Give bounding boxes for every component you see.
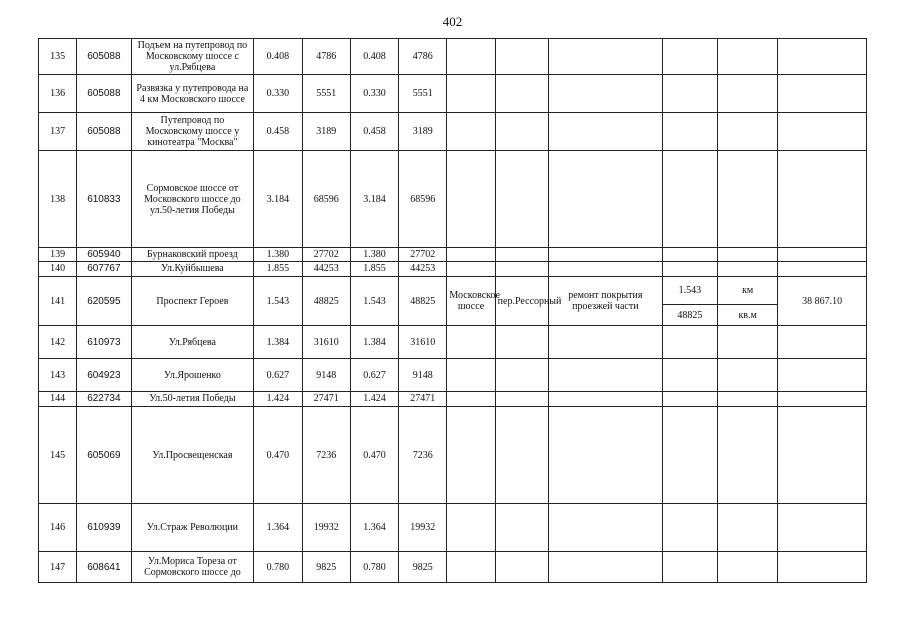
length-total: 1.543: [254, 277, 302, 326]
area-total: 31610: [302, 326, 350, 359]
length-paved: 0.458: [350, 113, 398, 151]
table-row: [39, 407, 867, 504]
row-number: 136: [39, 75, 77, 113]
table-row: [39, 326, 867, 359]
length-total: 1.424: [254, 392, 302, 407]
length-total: 1.380: [254, 248, 302, 262]
table-row: [39, 392, 867, 407]
table-row: [39, 262, 867, 277]
area-total: 68596: [302, 151, 350, 248]
area-total: 9148: [302, 359, 350, 392]
road-code: 610939: [77, 504, 131, 552]
table-row: [39, 39, 867, 75]
length-paved: 0.408: [350, 39, 398, 75]
road-code: 607767: [77, 262, 131, 277]
table-row: [39, 248, 867, 262]
length-total: 1.364: [254, 504, 302, 552]
work-type: ремонт покрытия проезжей части: [548, 277, 662, 326]
road-name: Бурнаковский проезд: [131, 248, 254, 262]
length-paved: 1.543: [350, 277, 398, 326]
area-total: 7236: [302, 407, 350, 504]
row-number: 138: [39, 151, 77, 248]
area-paved: 9148: [399, 359, 447, 392]
length-total: 0.330: [254, 75, 302, 113]
length-paved: 0.627: [350, 359, 398, 392]
unit-area: кв.м: [717, 305, 777, 326]
road-code: 608641: [77, 552, 131, 583]
area-paved: 44253: [399, 262, 447, 277]
length-paved: 1.424: [350, 392, 398, 407]
row-number: 137: [39, 113, 77, 151]
road-name: Сормовское шоссе от Московского шоссе до ул.50-летия Победы: [131, 151, 254, 248]
table-row: [39, 277, 867, 305]
area-paved: 27702: [399, 248, 447, 262]
area-paved: 7236: [399, 407, 447, 504]
road-code: 605088: [77, 39, 131, 75]
row-number: 143: [39, 359, 77, 392]
row-number: 147: [39, 552, 77, 583]
row-number: 146: [39, 504, 77, 552]
table-row: [39, 151, 867, 248]
road-name: Ул.Страж Революции: [131, 504, 254, 552]
length-paved: 1.380: [350, 248, 398, 262]
road-name: Ул.Ярошенко: [131, 359, 254, 392]
length-total: 1.855: [254, 262, 302, 277]
row-number: 140: [39, 262, 77, 277]
area-total: 27471: [302, 392, 350, 407]
row-number: 144: [39, 392, 77, 407]
quantity-length: 1.543: [662, 277, 717, 305]
area-total: 48825: [302, 277, 350, 326]
row-number: 135: [39, 39, 77, 75]
area-total: 9825: [302, 552, 350, 583]
area-paved: 19932: [399, 504, 447, 552]
page-number: 402: [442, 14, 463, 29]
area-paved: 9825: [399, 552, 447, 583]
road-name: Ул.Мориса Тореза от Сормовского шоссе до: [131, 552, 254, 583]
road-name: Проспект Героев: [131, 277, 254, 326]
length-total: 0.627: [254, 359, 302, 392]
area-total: 44253: [302, 262, 350, 277]
road-name: Ул.Рябцева: [131, 326, 254, 359]
area-paved: 4786: [399, 39, 447, 75]
road-name: Путепровод по Московскому шоссе у кинотеатра "Москва": [131, 113, 254, 151]
area-total: 5551: [302, 75, 350, 113]
row-number: 141: [39, 277, 77, 326]
road-name: Подъем на путепровод по Московскому шоссе с ул.Рябцева: [131, 39, 254, 75]
junction: пер.Рессорный: [495, 277, 548, 326]
row-number: 142: [39, 326, 77, 359]
road-name: Развязка у путепровода на 4 км Московского шоссе: [131, 75, 254, 113]
table-row: [39, 359, 867, 392]
length-total: 1.384: [254, 326, 302, 359]
road-name: Ул.50-летия Победы: [131, 392, 254, 407]
area-paved: 48825: [399, 277, 447, 326]
road-name: Ул.Куйбышева: [131, 262, 254, 277]
road-name: Ул.Просвещенская: [131, 407, 254, 504]
length-paved: 1.384: [350, 326, 398, 359]
length-total: 0.780: [254, 552, 302, 583]
area-total: 27702: [302, 248, 350, 262]
length-paved: 0.330: [350, 75, 398, 113]
length-paved: 1.855: [350, 262, 398, 277]
area-paved: 31610: [399, 326, 447, 359]
table-row: [39, 552, 867, 583]
road-register-table: [38, 38, 867, 583]
length-total: 0.408: [254, 39, 302, 75]
area-paved: 3189: [399, 113, 447, 151]
length-total: 3.184: [254, 151, 302, 248]
length-total: 0.458: [254, 113, 302, 151]
length-paved: 0.780: [350, 552, 398, 583]
length-paved: 1.364: [350, 504, 398, 552]
area-total: 3189: [302, 113, 350, 151]
table-row: [39, 75, 867, 113]
row-number: 139: [39, 248, 77, 262]
road-code: 620595: [77, 277, 131, 326]
area-total: 19932: [302, 504, 350, 552]
length-total: 0.470: [254, 407, 302, 504]
road-code: 610973: [77, 326, 131, 359]
road-code: 605069: [77, 407, 131, 504]
road-code: 605088: [77, 113, 131, 151]
road-code: 622734: [77, 392, 131, 407]
area-paved: 5551: [399, 75, 447, 113]
length-paved: 3.184: [350, 151, 398, 248]
unit-length: км: [717, 277, 777, 305]
area-paved: 27471: [399, 392, 447, 407]
area-total: 4786: [302, 39, 350, 75]
cost: 38 867.10: [778, 277, 867, 326]
table-row: [39, 113, 867, 151]
table-row: [39, 504, 867, 552]
road-code: 605088: [77, 75, 131, 113]
district: Московское шоссе: [447, 277, 495, 326]
row-number: 145: [39, 407, 77, 504]
quantity-area: 48825: [662, 305, 717, 326]
road-code: 610833: [77, 151, 131, 248]
length-paved: 0.470: [350, 407, 398, 504]
road-code: 604923: [77, 359, 131, 392]
road-code: 605940: [77, 248, 131, 262]
area-paved: 68596: [399, 151, 447, 248]
